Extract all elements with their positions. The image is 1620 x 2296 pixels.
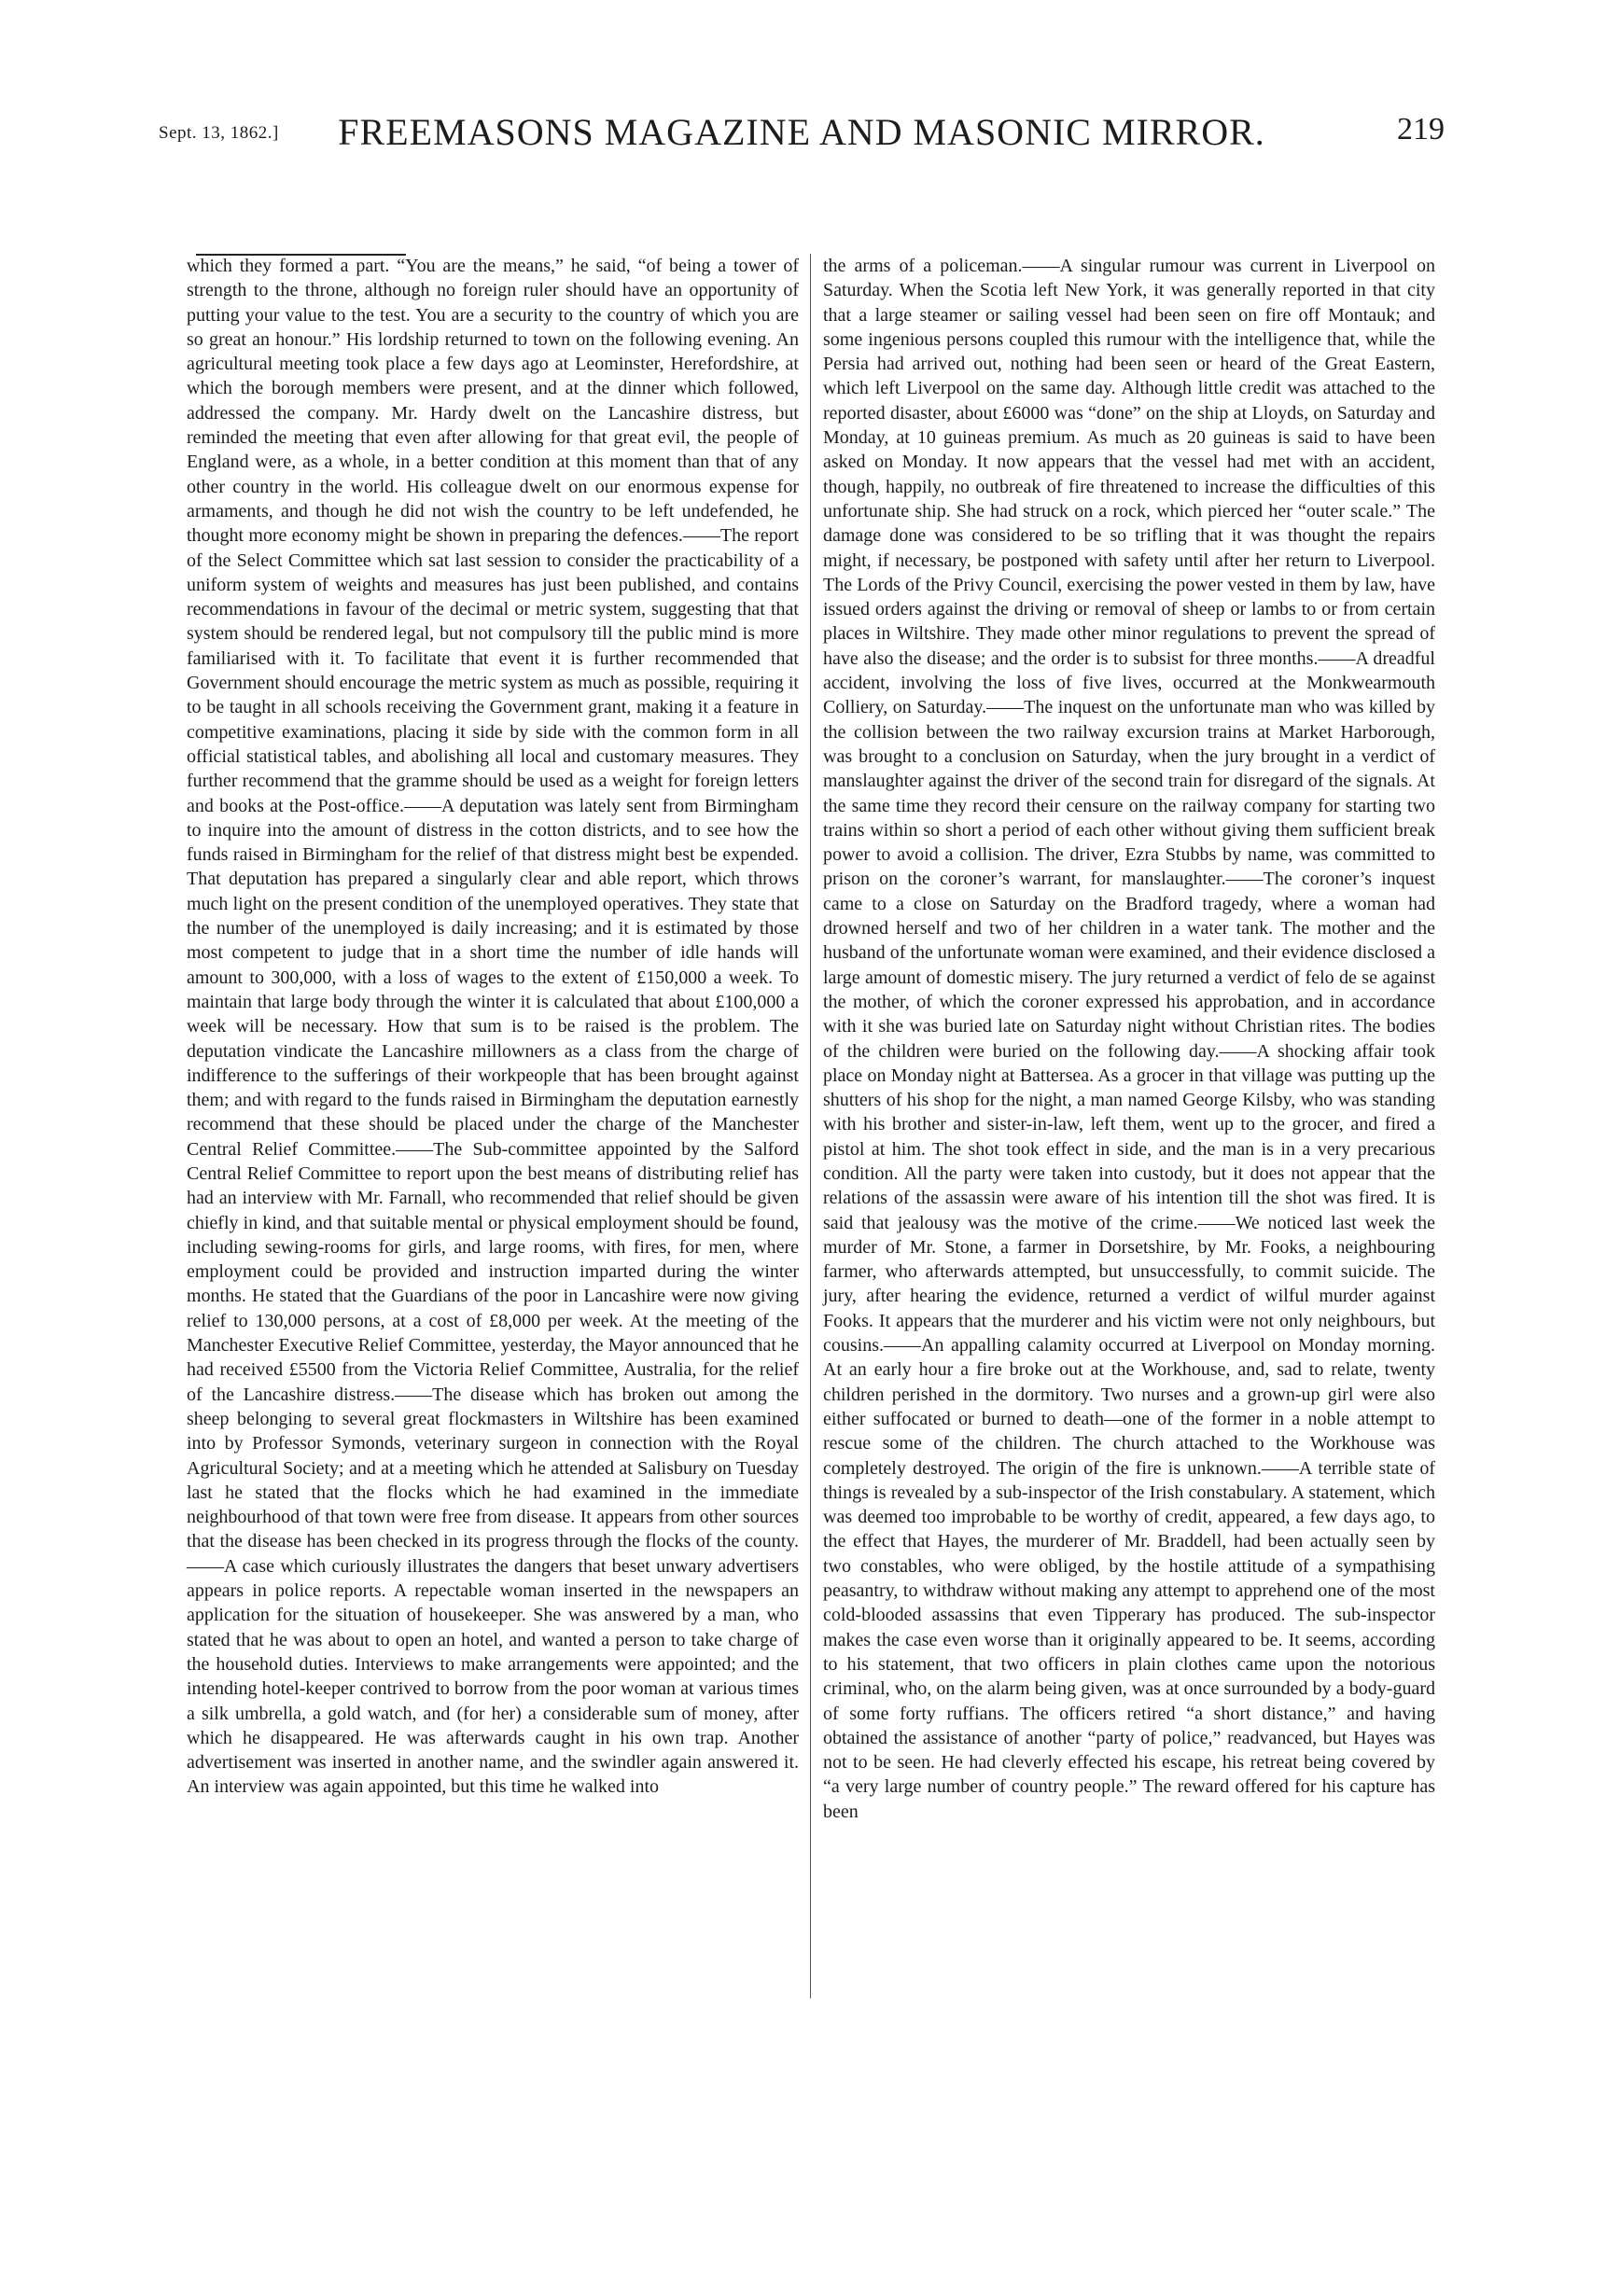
- magazine-title: FREEMASONS MAGAZINE AND MASONIC MIRROR.: [338, 111, 1265, 153]
- right-column-text: the arms of a policeman.——A singular rumour was current in Liverpool on Saturday. When the Scotia left New York, it was generally reported in that city that a large steamer or sailing vessel had been seen on fire off Montauk; and some ingenious persons coupled this rumour with the intelligence that, while the Persia had arrived out, nothing had been seen or heard of the Great Eastern, which left Liverpool on the same day. Although little credit was attached to the reported disaster, about £6000 was “done” on the ship at Lloyds, on Saturday and Monday, at 10 guineas premium. As much as 20 guineas is said to have been asked on Monday. It now appears that the vessel had met with an accident, though, happily, no outbreak of fire threatened to increase the difficulties of this unfortunate ship. She had struck on a rock, which pierced her “outer scale.” The damage done was considered to be so trifling that it was thought the repairs might, if necessary, be postponed with safety until after her return to Liverpool. The Lords of the Privy Council, exercising the power vested in them by law, have issued orders against the driving or removal of sheep or lambs to or from certain places in Wiltshire. They made other minor regulations to prevent the spread of have also the disease; and the order is to subsist for three months.——A dreadful accident, involving the loss of five lives, occurred at the Monkwearmouth Colliery, on Saturday.——The inquest on the unfortunate man who was killed by the collision between the two railway excursion trains at Market Harborough, was brought to a conclusion on Saturday, when the jury brought in a verdict of manslaughter against the driver of the second train for disregard of the signals. At the same time they record their censure on the railway company for starting two trains within so short a period of each other without giving them sufficient break power to avoid a collision. The driver, Ezra Stubbs by name, was committed to prison on the coroner’s warrant, for manslaughter.——The coroner’s inquest came to a close on Saturday on the Bradford tragedy, where a woman had drowned herself and two of her children in a water tank. The mother and the husband of the unfortunate woman were examined, and their evidence disclosed a large amount of domestic misery. The jury returned a verdict of felo de se against the mother, of which the coroner expressed his approbation, and in accordance with it she was buried late on Saturday night without Christian rites. The bodies of the children were buried on the following day.——A shocking affair took place on Monday night at Battersea. As a grocer in that village was putting up the shutters of his shop for the night, a man named George Kilsby, who was standing with his brother and sister-in-law, left them, went up to the grocer, and fired a pistol at him. The shot took effect in side, and the man is in a very precarious condition. All the party were taken into custody, but it does not appear that the relations of the assassin were aware of his intention till the shot was fired. It is said that jealousy was the motive of the crime.——We noticed last week the murder of Mr. Stone, a farmer in Dorsetshire, by Mr. Fooks, a neighbouring farmer, who afterwards attempted, but unsuccessfully, to commit suicide. The jury, after hearing the evidence, returned a verdict of wilful murder against Fooks. It appears that the murderer and his victim were not only neighbours, but cousins.——An appalling calamity occurred at Liverpool on Monday morning. At an early hour a fire broke out at the Workhouse, and, sad to relate, twenty children perished in the dormitory. Two nurses and a grown-up girl were also either suffocated or burned to death—one of the former in a noble attempt to rescue some of the children. The church attached to the Workhouse was completely destroyed. The origin of the fire is unknown.——A terrible state of things is revealed by a sub-inspector of the Irish constabulary. A statement, which was deemed too improbable to be worthy of credit, appeared, a few days ago, to the effect that Hayes, the murderer of Mr. Braddell, had been actually seen by two constables, who were obliged, by the hostile attitude of a sympathising peasantry, to withdraw without making any attempt to apprehend one of the most cold-blooded assassins that even Tipperary has produced. The sub-inspector makes the case even worse than it originally appeared to be. It seems, according to his statement, that two officers in plain clothes came upon the notorious criminal, who, on the alarm being given, was at once surrounded by a body-guard of some forty ruffians. The officers retired “a short distance,” and having obtained the assistance of another “party of police,” readvanced, but Hayes was not to be seen. He had cleverly effected his escape, his retreat being covered by “a very large number of country people.” The reward offered for his capture has been: [823, 256, 1435, 1822]
- right-column: [823, 254, 1435, 1824]
- column-divider: [810, 254, 811, 1998]
- issue-date: Sept. 13, 1862.]: [159, 123, 279, 143]
- left-column: [187, 254, 799, 1800]
- page-number: 219: [1397, 112, 1445, 146]
- left-column-text: which they formed a part. “You are the means,” he said, “of being a tower of strength to the throne, although no foreign ruler should have an opportunity of putting your value to the test. You are a security to the country of which you are so great an honour.” His lordship returned to town on the following evening. An agricultural meeting took place a few days ago at Leominster, Herefordshire, at which the borough members were present, and at the dinner which followed, addressed the company. Mr. Hardy dwelt on the Lancashire distress, but reminded the meeting that even after allowing for that great evil, the people of England were, as a whole, in a better condition at this moment than that of any other country in the world. His colleague dwelt on our enormous expense for armaments, and though he did not wish the country to be left undefended, he thought more economy might be shown in preparing the defences.——The report of the Select Committee which sat last session to consider the practicability of a uniform system of weights and measures has just been published, and contains recommendations in favour of the decimal or metric system, suggesting that that system should be rendered legal, but not compulsory till the public mind is more familiarised with it. To facilitate that event it is further recommended that Government should encourage the metric system as much as possible, requiring it to be taught in all schools receiving the Government grant, making it a feature in competitive examinations, placing it side by side with the common form in all official statistical tables, and abolishing all local and customary measures. They further recommend that the gramme should be used as a weight for foreign letters and books at the Post-office.——A deputation was lately sent from Birmingham to inquire into the amount of distress in the cotton districts, and to see how the funds raised in Birmingham for the relief of that distress might best be expended. That deputation has prepared a singularly clear and able report, which throws much light on the present condition of the unemployed operatives. They state that the number of the unemployed is daily increasing; and it is estimated by those most competent to judge that in a short time the number of idle hands will amount to 300,000, with a loss of wages to the extent of £150,000 a week. To maintain that large body through the winter it is calculated that about £100,000 a week will be necessary. How that sum is to be raised is the problem. The deputation vindicate the Lancashire millowners as a class from the charge of indifference to the sufferings of their workpeople that has been brought against them; and with regard to the funds raised in Birmingham the deputation earnestly recommend that these should be placed under the charge of the Manchester Central Relief Committee.——The Sub-committee appointed by the Salford Central Relief Committee to report upon the best means of distributing relief has had an interview with Mr. Farnall, who recommended that relief should be given chiefly in kind, and that suitable mental or physical employment should be found, including sewing-rooms for girls, and large rooms, with fires, for men, where employment could be provided and instruction imparted during the winter months. He stated that the Guardians of the poor in Lancashire were now giving relief to 130,000 persons, at a cost of £8,000 per week. At the meeting of the Manchester Executive Relief Committee, yesterday, the Mayor announced that he had received £5500 from the Victoria Relief Committee, Australia, for the relief of the Lancashire distress.——The disease which has broken out among the sheep belonging to several great flockmasters in Wiltshire has been examined into by Professor Symonds, veterinary surgeon in connection with the Royal Agricultural Society; and at a meeting which he attended at Salisbury on Tuesday last he stated that the flocks which he had examined in the immediate neighbourhood of that town were free from disease. It appears from other sources that the disease has been checked in its progress through the flocks of the county.——A case which curiously illustrates the dangers that beset unwary advertisers appears in police reports. A repectable woman inserted in the newspapers an application for the situation of housekeeper. She was answered by a man, who stated that he was about to open an hotel, and wanted a person to take charge of the household duties. Interviews to make arrangements were appointed; and the intending hotel-keeper contrived to borrow from the poor woman at various times a silk umbrella, a gold watch, and (for her) a considerable sum of money, after which he disappeared. He was afterwards caught in his own trap. Another advertisement was inserted in another name, and the swindler again answered it. An interview was again appointed, but this time he walked into: [187, 256, 799, 1798]
- page-header: [159, 110, 1445, 157]
